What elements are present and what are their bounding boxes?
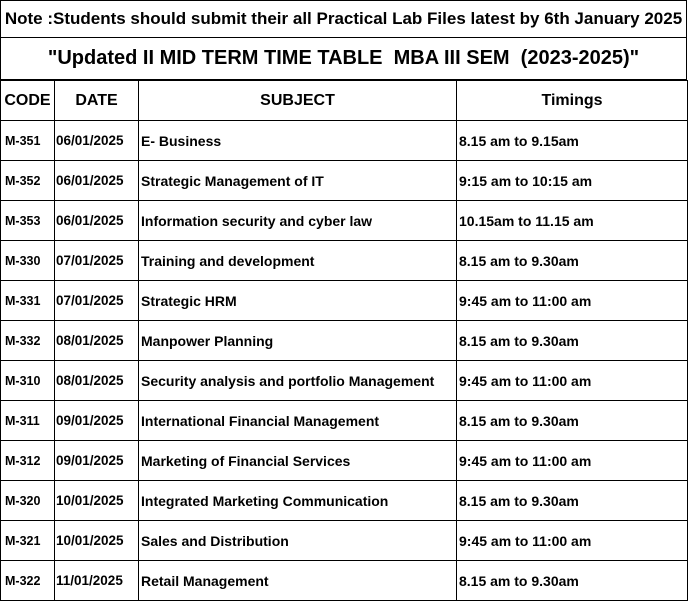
subject-cell: Marketing of Financial Services: [139, 441, 457, 481]
table-row: [1, 481, 688, 521]
subject-cell: Strategic HRM: [139, 281, 457, 321]
code-cell: M-310: [1, 361, 55, 401]
timings-cell: 8.15 am to 9.30am: [457, 481, 688, 521]
date-cell: 09/01/2025: [55, 401, 139, 441]
timings-cell: 8.15 am to 9.30am: [457, 321, 688, 361]
table-row: [1, 521, 688, 561]
header-subject: SUBJECT: [139, 81, 457, 121]
date-cell: 07/01/2025: [55, 241, 139, 281]
timings-cell: 8.15 am to 9.30am: [457, 401, 688, 441]
date-cell: 10/01/2025: [55, 481, 139, 521]
table-row: [1, 401, 688, 441]
submission-note: Note :Students should submit their all Practical Lab Files latest by 6th January 2025: [0, 0, 687, 38]
date-cell: 08/01/2025: [55, 361, 139, 401]
header-date: DATE: [55, 81, 139, 121]
code-cell: M-331: [1, 281, 55, 321]
header-row: [1, 81, 688, 121]
table-row: [1, 241, 688, 281]
subject-cell: International Financial Management: [139, 401, 457, 441]
table-row: [1, 121, 688, 161]
timings-cell: 8.15 am to 9.15am: [457, 121, 688, 161]
code-cell: M-351: [1, 121, 55, 161]
table-row: [1, 361, 688, 401]
date-cell: 06/01/2025: [55, 201, 139, 241]
code-cell: M-312: [1, 441, 55, 481]
date-cell: 06/01/2025: [55, 161, 139, 201]
subject-cell: Retail Management: [139, 561, 457, 601]
header-code: CODE: [1, 81, 55, 121]
table-row: [1, 161, 688, 201]
timings-cell: 9:45 am to 11:00 am: [457, 281, 688, 321]
timings-cell: 9:15 am to 10:15 am: [457, 161, 688, 201]
code-cell: M-322: [1, 561, 55, 601]
subject-cell: Manpower Planning: [139, 321, 457, 361]
timings-cell: 8.15 am to 9.30am: [457, 561, 688, 601]
subject-cell: Strategic Management of IT: [139, 161, 457, 201]
subject-cell: E- Business: [139, 121, 457, 161]
date-cell: 10/01/2025: [55, 521, 139, 561]
code-cell: M-353: [1, 201, 55, 241]
header-timings: Timings: [457, 81, 688, 121]
date-cell: 08/01/2025: [55, 321, 139, 361]
timings-cell: 9:45 am to 11:00 am: [457, 441, 688, 481]
subject-cell: Information security and cyber law: [139, 201, 457, 241]
date-cell: 09/01/2025: [55, 441, 139, 481]
table-row: [1, 201, 688, 241]
timings-cell: 10.15am to 11.15 am: [457, 201, 688, 241]
date-cell: 11/01/2025: [55, 561, 139, 601]
code-cell: M-321: [1, 521, 55, 561]
subject-cell: Security analysis and portfolio Management: [139, 361, 457, 401]
code-cell: M-311: [1, 401, 55, 441]
table-row: [1, 281, 688, 321]
table-row: [1, 441, 688, 481]
subject-cell: Integrated Marketing Communication: [139, 481, 457, 521]
code-cell: M-330: [1, 241, 55, 281]
subject-cell: Training and development: [139, 241, 457, 281]
subject-cell: Sales and Distribution: [139, 521, 457, 561]
code-cell: M-320: [1, 481, 55, 521]
page-title: "Updated II MID TERM TIME TABLE MBA III SEM (2023-2025)": [0, 38, 687, 80]
timetable: [0, 80, 688, 601]
table-row: [1, 561, 688, 601]
timings-cell: 8.15 am to 9.30am: [457, 241, 688, 281]
code-cell: M-332: [1, 321, 55, 361]
timings-cell: 9:45 am to 11:00 am: [457, 361, 688, 401]
date-cell: 06/01/2025: [55, 121, 139, 161]
date-cell: 07/01/2025: [55, 281, 139, 321]
code-cell: M-352: [1, 161, 55, 201]
table-row: [1, 321, 688, 361]
timings-cell: 9:45 am to 11:00 am: [457, 521, 688, 561]
